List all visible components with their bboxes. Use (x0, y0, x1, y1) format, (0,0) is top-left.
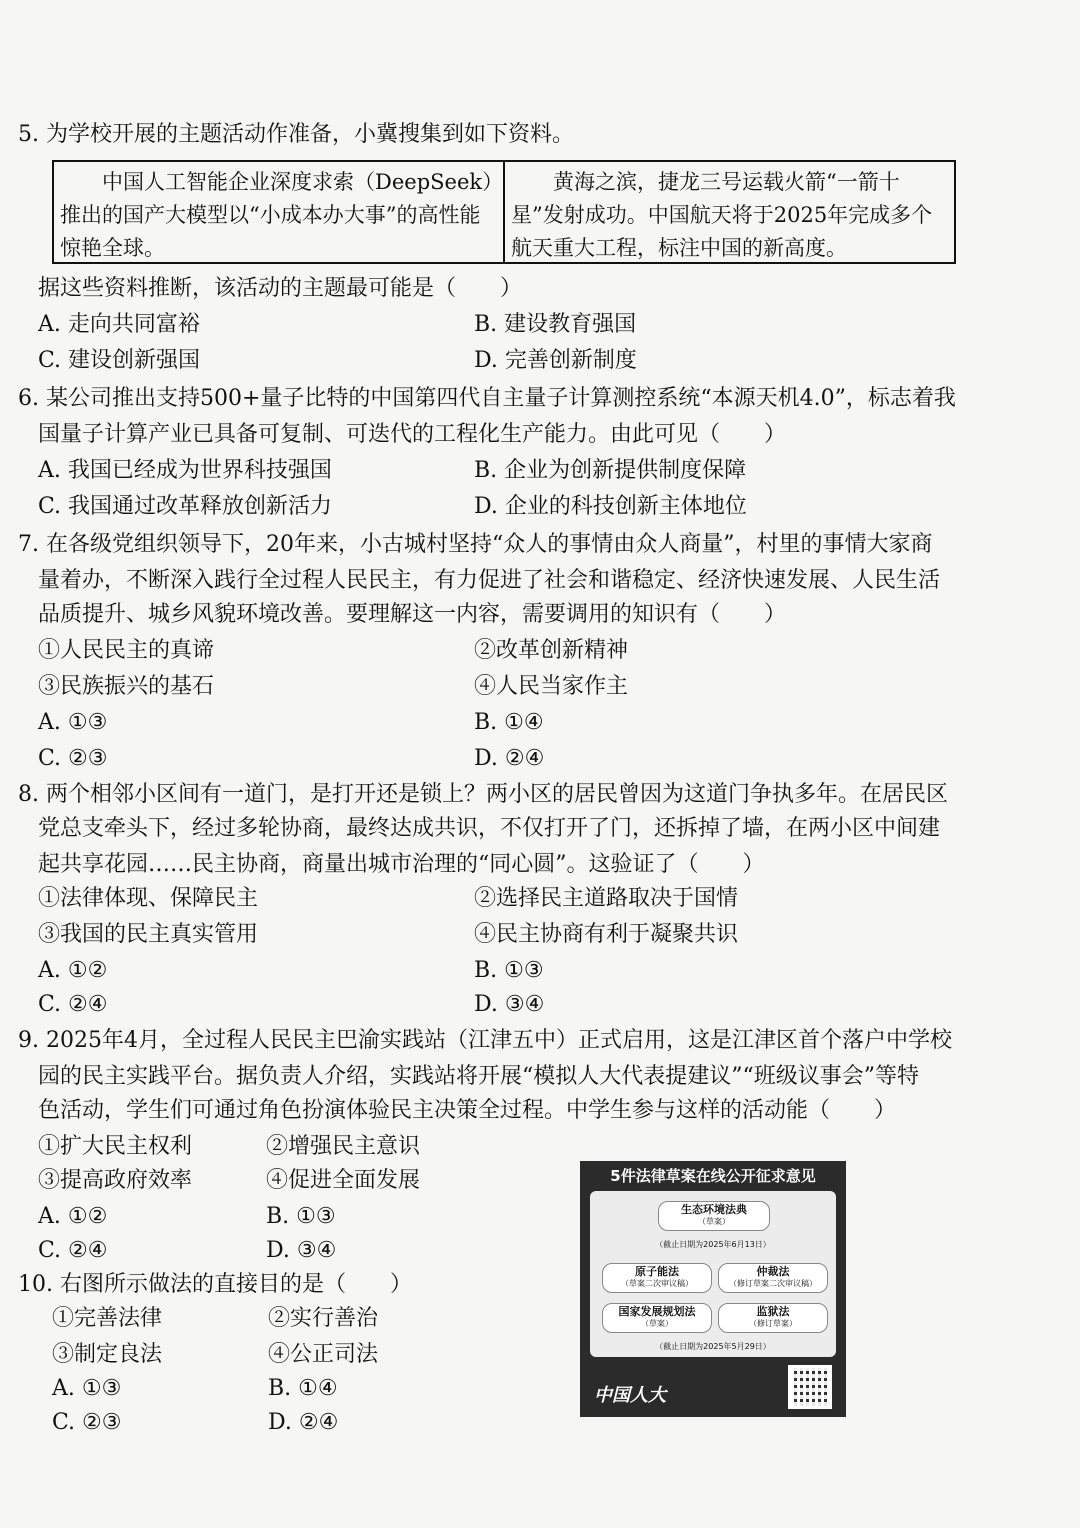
poster-law-arbitration (718, 1263, 828, 1293)
poster-law-planning-name: 国家发展规划法 (618, 1305, 696, 1318)
poster-law-arbitration-name: 仲裁法 (756, 1265, 790, 1278)
q10-option-c: C. ②③ (52, 1410, 122, 1435)
q9-option-b: B. ①③ (266, 1204, 336, 1229)
poster-logo: 中国人大 (594, 1385, 666, 1406)
q8-option-d: D. ③④ (474, 992, 545, 1017)
poster-law-eco-note: （草案） (698, 1217, 730, 1226)
q9-option-d: D. ③④ (266, 1238, 337, 1263)
q5-option-c: C. 建设创新强国 (38, 348, 201, 373)
poster-law-atomic-name: 原子能法 (635, 1265, 679, 1278)
q9-option-a: A. ①② (38, 1204, 108, 1229)
q9-line3: 色活动，学生们可通过角色扮演体验民主决策全过程。中学生参与这样的活动能（ ） (38, 1098, 897, 1123)
qr-code-icon (788, 1365, 832, 1409)
q7-option-b: B. ①④ (474, 710, 544, 735)
q7-statement-3: ③民族振兴的基石 (38, 674, 215, 699)
q9-statement-2: ②增强民主意识 (266, 1134, 421, 1159)
q9-statement-3: ③提高政府效率 (38, 1168, 193, 1193)
q7-line1: 7. 在各级党组织领导下，20年来，小古城村坚持“众人的事情由众人商量”，村里的事情大家商 (18, 532, 933, 557)
q8-statement-1: ①法律体现、保障民主 (38, 886, 259, 911)
q9-line2: 园的民主实践平台。据负责人介绍，实践站将开展“模拟人大代表提建议”“班级议事会”等特 (38, 1064, 919, 1089)
poster-law-atomic (602, 1263, 712, 1293)
q7-option-a: A. ①③ (38, 710, 108, 735)
law-draft-poster (580, 1161, 846, 1417)
q5-materials-table (52, 160, 956, 264)
poster-law-eco (658, 1201, 770, 1231)
q9-statement-1: ①扩大民主权利 (38, 1134, 193, 1159)
q5-option-a: A. 走向共同富裕 (38, 312, 200, 337)
q10-option-b: B. ①④ (268, 1376, 338, 1401)
poster-law-planning (602, 1303, 712, 1333)
q6-option-d: D. 企业的科技创新主体地位 (474, 494, 747, 519)
q7-statement-1: ①人民民主的真谛 (38, 638, 215, 663)
q9-statement-4: ④促进全面发展 (266, 1168, 421, 1193)
q9-line1: 9. 2025年4月，全过程人民民主巴渝实践站（江津五中）正式启用，这是江津区首个落户中学校 (18, 1028, 952, 1053)
poster-law-arbitration-note: （修订草案二次审议稿） (729, 1279, 817, 1288)
q10-option-d: D. ②④ (268, 1410, 339, 1435)
poster-law-planning-note: （草案） (641, 1319, 673, 1328)
q10-statement-2: ②实行善治 (268, 1306, 379, 1331)
q8-statement-3: ③我国的民主真实管用 (38, 922, 259, 947)
q9-option-c: C. ②④ (38, 1238, 108, 1263)
q7-option-d: D. ②④ (474, 746, 545, 771)
poster-law-atomic-note: （草案二次审议稿） (621, 1279, 693, 1288)
q8-line2: 党总支牵头下，经过多轮协商，最终达成共识，不仅打开了门，还拆掉了墙，在两小区中间建 (38, 816, 941, 841)
q7-option-c: C. ②③ (38, 746, 108, 771)
q6-option-b: B. 企业为创新提供制度保障 (474, 458, 747, 483)
q10-option-a: A. ①③ (52, 1376, 122, 1401)
q5-option-b: B. 建设教育强国 (474, 312, 637, 337)
poster-deadline-1: （截止日期为2025年6月13日） (655, 1240, 771, 1249)
poster-title: 5件法律草案在线公开征求意见 (610, 1167, 816, 1185)
poster-law-prison (718, 1303, 828, 1333)
q6-option-c: C. 我国通过改革释放创新活力 (38, 494, 333, 519)
q5-ask: 据这些资料推断，该活动的主题最可能是（ ） (38, 276, 523, 301)
q10-stem: 10. 右图所示做法的直接目的是（ ） (18, 1272, 412, 1297)
poster-deadline-2: （截止日期为2025年5月29日） (655, 1342, 771, 1351)
poster-law-prison-note: （修订草案） (749, 1319, 797, 1328)
q8-option-c: C. ②④ (38, 992, 108, 1017)
q7-statement-4: ④人民当家作主 (474, 674, 629, 699)
q6-line1: 6. 某公司推出支持500+量子比特的中国第四代自主量子计算测控系统“本源天机4.0”，标志着我 (18, 386, 956, 411)
q8-option-b: B. ①③ (474, 958, 544, 983)
q5-material-right: 黄海之滨，捷龙三号运载火箭“一箭十星”发射成功。中国航天将于2025年完成多个航天重大工程，标注中国的新高度。 (503, 162, 954, 262)
q5-stem: 5. 为学校开展的主题活动作准备，小冀搜集到如下资料。 (18, 122, 574, 147)
q8-option-a: A. ①② (38, 958, 108, 983)
q7-line2: 量着办，不断深入践行全过程人民民主，有力促进了社会和谐稳定、经济快速发展、人民生活 (38, 568, 941, 593)
q10-statement-4: ④公正司法 (268, 1342, 379, 1367)
q10-statement-3: ③制定良法 (52, 1342, 163, 1367)
q5-option-d: D. 完善创新制度 (474, 348, 637, 373)
poster-law-eco-name: 生态环境法典 (681, 1203, 747, 1216)
q6-line2: 国量子计算产业已具备可复制、可迭代的工程化生产能力。由此可见（ ） (38, 422, 787, 447)
q6-option-a: A. 我国已经成为世界科技强国 (38, 458, 332, 483)
q5-material-left: 中国人工智能企业深度求索（DeepSeek）推出的国产大模型以“小成本办大事”的高性能惊艳全球。 (60, 170, 493, 260)
q8-line3: 起共享花园……民主协商，商量出城市治理的“同心圆”。这验证了（ ） (38, 852, 765, 877)
q8-statement-2: ②选择民主道路取决于国情 (474, 886, 739, 911)
poster-law-prison-name: 监狱法 (756, 1305, 790, 1318)
q7-line3: 品质提升、城乡风貌环境改善。要理解这一内容，需要调用的知识有（ ） (38, 602, 787, 627)
q10-statement-1: ①完善法律 (52, 1306, 163, 1331)
poster-panel (590, 1191, 836, 1357)
q8-line1: 8. 两个相邻小区间有一道门，是打开还是锁上？两小区的居民曾因为这道门争执多年。在居民区 (18, 782, 948, 807)
q8-statement-4: ④民主协商有利于凝聚共识 (474, 922, 739, 947)
q7-statement-2: ②改革创新精神 (474, 638, 629, 663)
